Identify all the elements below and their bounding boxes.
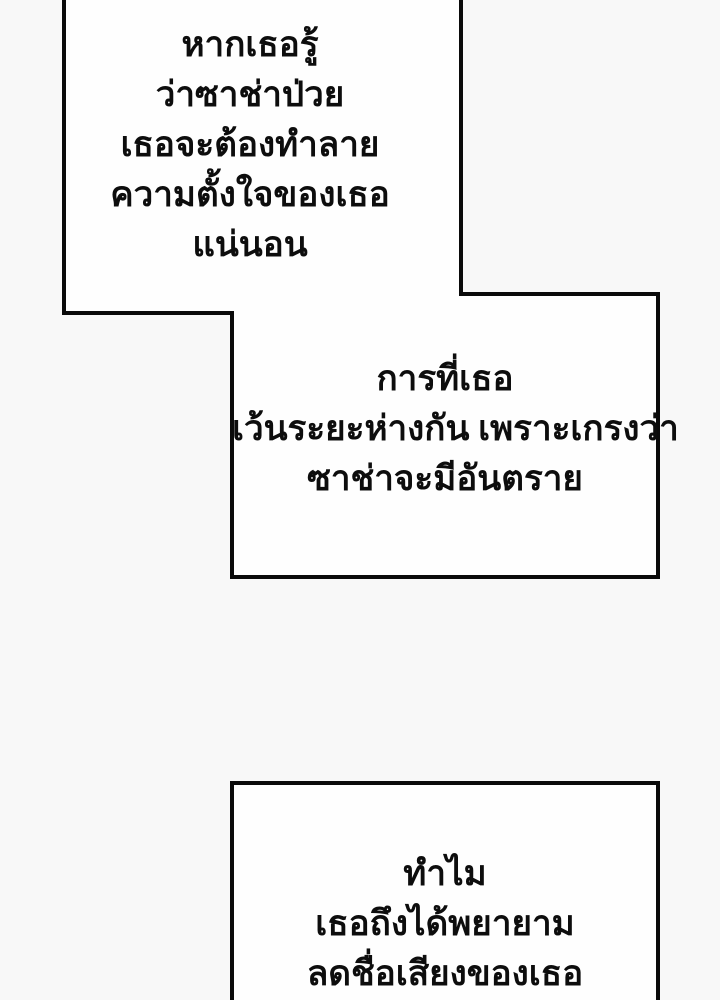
dialogue-line: ความตั้งใจของเธอ [110,175,390,214]
speech-box-top-left [40,20,460,270]
dialogue-line: ซาช่าจะมีอันตราย [307,459,583,498]
speech-box-bottom [232,849,658,999]
dialogue-line: เว้นระยะห่างกัน เพราะเกรงว่า [232,409,679,448]
dialogue-line: หากเธอรู้ [181,25,319,64]
speech-box-middle [232,354,679,504]
dialogue-line: เธอถึงได้พยายาม [315,904,575,943]
dialogue-line: แน่นอน [192,225,308,264]
dialogue-line: เธอจะต้องทำลาย [120,125,380,164]
dialogue-line: การที่เธอ [376,359,514,398]
dialogue-line: ทำไม [403,854,487,893]
dialogue-line: ลดชื่อเสียงของเธอ [306,954,584,993]
dialogue-line: ว่าซาช่าป่วย [155,75,345,114]
